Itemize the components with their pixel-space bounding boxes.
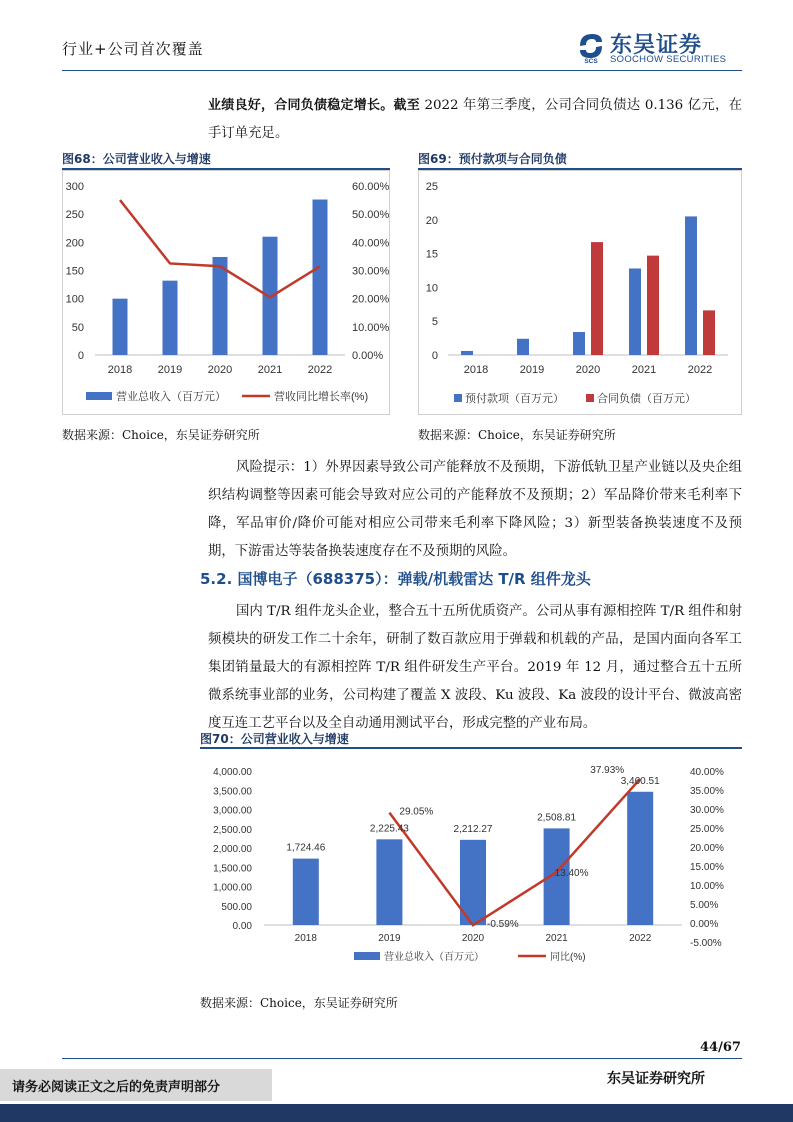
header-divider	[62, 70, 742, 71]
fig69-bar	[647, 256, 659, 355]
fig69-bar	[703, 310, 715, 355]
fig70-x-tick: 2018	[294, 933, 317, 944]
fig68-y-tick: 300	[65, 181, 84, 193]
fig68-chart	[62, 170, 390, 415]
fig68-x-tick: 2019	[157, 364, 183, 376]
intro-text: 2022 年第三季度，公司合同负债达 0.136 亿元，在手订单充足。	[208, 98, 742, 141]
fig70-line-label: 37.93%	[590, 764, 625, 776]
fig70-bar-label: 1,724.46	[286, 842, 326, 854]
fig68-x-tick: 2020	[207, 364, 233, 376]
fig70-bars	[293, 792, 653, 925]
fig68-legend-bar-swatch	[86, 392, 112, 400]
fig68-x-tick: 2018	[107, 364, 133, 376]
page-number: 44/67	[700, 1040, 741, 1055]
fig70-y-tick: 1,500.00	[213, 863, 252, 875]
disclaimer-link[interactable]: 请务必阅读正文之后的免责声明部分	[0, 1069, 272, 1101]
fig69-x-tick: 2019	[519, 364, 545, 376]
fig68-title: 图68：公司营业收入与增速	[62, 152, 211, 166]
fig70-x-tick: 2022	[629, 933, 652, 944]
fig70-y-tick: 4,000.00	[213, 767, 252, 778]
fig68-y2-tick: 60.00%	[352, 181, 390, 193]
fig70-y2-tick: 0.00%	[690, 919, 719, 930]
fig70-y-tick: 500.00	[221, 901, 252, 913]
risk-paragraph: 风险提示：1）外界因素导致公司产能释放不及预期，下游低轨卫星产业链以及央企组织结构调整等因素可能会导致对应公司的产能释放不及预期；2）军品降价带来毛利率下降，军品审价/降价可能对相应公司带来毛利率下降风险；3）新型装备换装速度不及预期，下游雷达等装备换装速度存在不及预期的风险。	[208, 460, 742, 559]
fig70-y2-tick: 10.00%	[690, 881, 724, 892]
fig68-bar	[163, 281, 178, 355]
fig69-y-tick: 25	[425, 181, 438, 193]
fig68-y-tick: 250	[65, 209, 84, 222]
intro-bold: 业绩良好，合同负债稳定增长。	[208, 98, 394, 113]
fig68-y2-tick: 10.00%	[352, 321, 390, 334]
fig70-x-tick: 2020	[461, 933, 485, 944]
company-paragraph: 国内 T/R 组件龙头企业，整合五十五所优质资产。公司从事有源相控阵 T/R 组件和射频模块的研发工作二十余年，研制了数百款应用于弹载和机载的产品，是国内面向各军工集团销量最大的有源相控阵 T/R 组件研发生产平台。2019 年 12 月，通过整合五十五所微系统事业部的业务，公司构建了覆盖 X 波段、Ku 波段、Ka 波段的设计平台、微波高密度互连工艺平台以及全自动通用测试平台，形成完整的产业布局。	[208, 604, 742, 731]
intro-paragraph	[208, 92, 742, 148]
fig70-source: 数据来源：Choice，东吴证券研究所	[200, 996, 398, 1010]
fig70-line	[389, 779, 640, 925]
fig69-source: 数据来源：Choice，东吴证券研究所	[418, 428, 616, 442]
fig68-x-tick: 2022	[307, 364, 333, 376]
fig68-y-tick: 200	[65, 237, 84, 250]
fig70-legend-bar-swatch	[354, 952, 380, 960]
fig70-y-tick: 0.00	[232, 921, 252, 932]
fig69-legend-a-swatch	[454, 394, 462, 402]
fig70-y-tick: 1,000.00	[213, 882, 252, 894]
fig69-x-tick: 2018	[463, 364, 489, 376]
fig68-y-tick: 0	[77, 350, 84, 362]
fig69-y-tick: 20	[425, 214, 438, 227]
fig69-bar	[461, 351, 473, 355]
fig70-x-tick: 2021	[545, 933, 568, 944]
footer-divider	[62, 1058, 742, 1059]
brand-logo	[576, 28, 746, 68]
fig70-bar	[627, 792, 653, 925]
fig68-y-tick: 50	[71, 321, 84, 334]
fig70-y2-tick: 40.00%	[690, 767, 724, 778]
fig70-legend	[354, 950, 586, 963]
header-category: 行业+公司首次覆盖	[62, 40, 204, 58]
fig70-y2-tick: 30.00%	[690, 805, 724, 816]
fig70-growth-line	[389, 779, 640, 925]
fig69-legend-a-label: 预付款项（百万元）	[465, 393, 564, 405]
fig69-y-tick: 15	[425, 248, 438, 261]
fig70-y2-tick: 35.00%	[690, 786, 724, 797]
fig70-y2-tick: 20.00%	[690, 843, 724, 854]
fig70-y2-tick: 15.00%	[690, 862, 724, 873]
bottom-bar	[0, 1104, 793, 1122]
fig70-line-label: 13.40%	[554, 868, 589, 880]
fig70-legend-line-label: 同比(%)	[550, 952, 586, 963]
fig68-y2-tick: 20.00%	[352, 293, 390, 306]
intro-bold2: 截至	[393, 98, 420, 113]
fig70-y2-tick: -5.00%	[690, 938, 722, 949]
fig70-bar-label: 2,212.27	[453, 823, 493, 835]
fig68-x-tick: 2021	[257, 364, 283, 376]
fig68-y2-tick: 0.00%	[352, 350, 384, 362]
fig69-bar	[591, 242, 603, 355]
fig69-y-tick: 0	[431, 350, 438, 362]
fig69-x-tick: 2022	[687, 364, 713, 376]
fig68-y2-tick: 40.00%	[352, 237, 390, 250]
fig69-x-tick: 2021	[631, 364, 657, 376]
fig69-bar	[629, 268, 641, 355]
fig69-chart	[418, 170, 742, 415]
fig68-legend-line-label: 营收同比增长率(%)	[274, 391, 369, 403]
fig70-y-tick: 2,500.00	[213, 824, 252, 836]
fig70-rule	[200, 747, 742, 749]
logo-cn-text: 东吴证券	[610, 33, 703, 58]
fig70-title: 图70：公司营业收入与增速	[200, 732, 349, 746]
fig69-bar	[573, 332, 585, 355]
fig70-bar-label: 2,508.81	[537, 812, 577, 824]
fig69-legend-b-swatch	[586, 394, 594, 402]
fig69-bar	[685, 216, 697, 355]
fig70-bar	[376, 839, 402, 925]
fig69-legend-b-label: 合同负债（百万元）	[597, 393, 696, 405]
fig70-y-tick: 2,000.00	[213, 844, 252, 855]
fig68-bar	[213, 257, 228, 355]
fig70-line-label: 29.05%	[399, 806, 434, 818]
fig68-legend-bar-label: 营业总收入（百万元）	[116, 391, 226, 403]
fig70-chart	[200, 752, 742, 984]
fig68-y-tick: 150	[65, 265, 84, 278]
logo-en-text: SOOCHOW SECURITIES	[610, 54, 727, 65]
fig68-source: 数据来源：Choice，东吴证券研究所	[62, 428, 260, 442]
fig70-legend-bar-label: 营业总收入（百万元）	[384, 952, 484, 963]
fig68-bar	[113, 299, 128, 355]
footer-org: 东吴证券研究所	[607, 1071, 705, 1087]
fig70-y2-tick: 25.00%	[690, 824, 724, 835]
fig70-line-label: -0.59%	[487, 919, 519, 931]
logo-mark-text: SCS	[584, 58, 598, 64]
fig70-bar-label: 2,225.43	[369, 823, 409, 835]
fig68-bar	[313, 200, 328, 355]
fig69-y-tick: 10	[425, 282, 438, 295]
fig69-y-tick: 5	[431, 316, 438, 329]
fig69-bar	[517, 339, 529, 355]
fig70-y-tick: 3,500.00	[213, 786, 252, 798]
fig70-y2-tick: 5.00%	[690, 900, 719, 911]
fig68-y2-tick: 50.00%	[352, 209, 390, 222]
fig70-bar-label: 3,460.51	[620, 775, 660, 787]
section-title: 5.2. 国博电子（688375）：弹载/机载雷达 T/R 组件龙头	[200, 570, 591, 588]
fig69-title: 图69：预付款项与合同负债	[418, 152, 567, 166]
fig70-y-tick: 3,000.00	[213, 805, 252, 817]
logo-mark-icon	[576, 30, 606, 64]
fig69-x-tick: 2020	[575, 364, 601, 376]
fig70-x-tick: 2019	[378, 933, 401, 944]
fig68-y2-tick: 30.00%	[352, 265, 390, 278]
fig70-bar	[293, 859, 319, 925]
fig68-y-tick: 100	[65, 293, 84, 306]
